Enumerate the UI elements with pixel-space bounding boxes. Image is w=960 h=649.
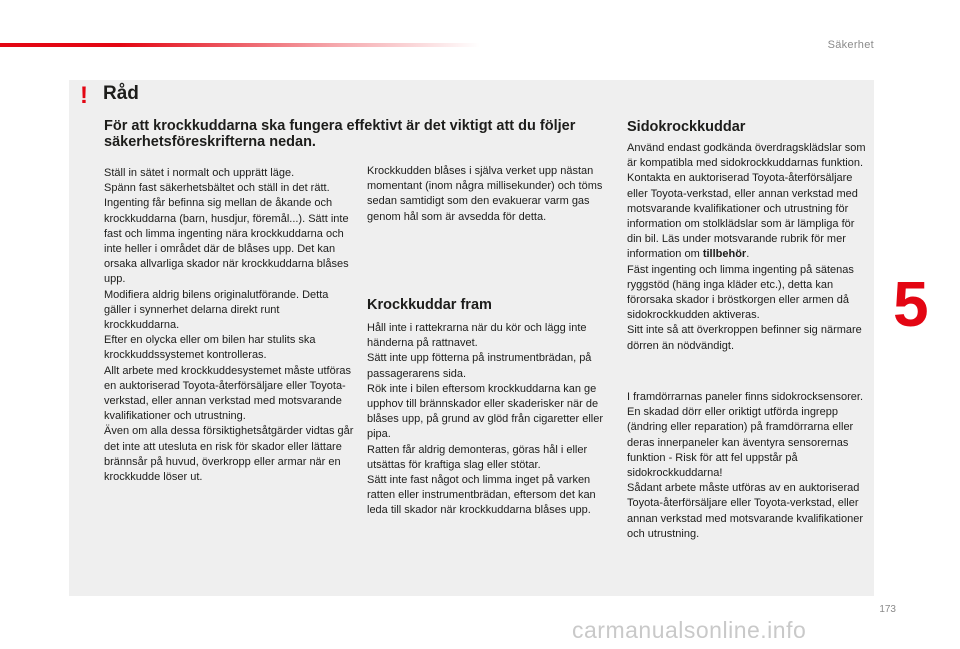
front-airbags-text xyxy=(367,321,609,519)
paragraph: Fäst ingenting och limma ingenting på sätenas ryggstöd (häng inga kläder etc.), detta kan förorsaka skador i bröstkorgen eller armen då sidokrockkudden aktiveras. xyxy=(627,263,854,322)
inflation-info xyxy=(367,164,609,225)
paragraph xyxy=(627,141,872,263)
paragraph: Sådant arbete måste utföras av en auktoriserad Toyota-återförsäljare eller Toyota-verkstad, eller annan verkstad med motsvarande kvalifikationer och utrustning. xyxy=(627,482,864,540)
intro-heading: För att krockkuddarna ska fungera effektivt är det viktigt att du följer säkerhetsföreskrifterna nedan. xyxy=(104,118,576,150)
paragraph: Sätt inte upp fötterna på instrumentbrädan, på passagerarens sida. xyxy=(367,352,592,380)
side-sensors-text xyxy=(627,390,872,542)
chapter-number: 5 xyxy=(893,268,929,340)
text-span: Använd endast godkända överdragsklädslar som är kompatibla med sidokrockkuddarnas funktion. Kontakta en auktoriserad Toyota-återförsäljare eller Toyota-verkstad, eller annan verkstad med motsvarande kvalifikationer och utrustning för information om stolklädslar som är lämpliga för din bil. Läs under motsvarande rubrik för mer information om xyxy=(627,142,866,261)
section-title: Säkerhet xyxy=(827,39,874,51)
header-accent-bar xyxy=(0,43,480,47)
advice-title: Råd xyxy=(103,83,139,104)
exclamation-icon: ! xyxy=(80,82,88,109)
paragraph: En skadad dörr eller oriktigt utförda ingrepp (ändring eller reparation) på framdörrarna eller deras innerpaneler kan äventyra sensorernas funktion - Risk för att fel uppstår på sidokrockkuddarna! xyxy=(627,406,854,480)
paragraph: Modifiera aldrig bilens originalutförande. Detta gäller i synnerhet delarna direkt runt krockkuddarna. xyxy=(104,288,329,332)
paragraph: Håll inte i rattekrarna när du kör och lägg inte händerna på rattnavet. xyxy=(367,322,587,350)
general-advice-column xyxy=(104,166,356,485)
paragraph: Även om alla dessa försiktighetsåtgärder vidtas går det inte att utesluta en risk för skador eller lättare brännsår på huvud, överkropp eller armar när en krockkudde löser ut. xyxy=(104,425,354,484)
front-airbags-heading: Krockkuddar fram xyxy=(367,297,492,313)
page-number: 173 xyxy=(879,604,896,615)
paragraph: Ställ in sätet i normalt och upprätt läge. xyxy=(104,167,295,179)
paragraph: Sätt inte fast något och limma inget på varken ratten eller instrumentbrädan, eftersom det kan leda till skador när krockkuddarna blåses upp. xyxy=(367,474,596,517)
paragraph: I framdörrarnas paneler finns sidokrocksensorer. xyxy=(627,391,863,403)
side-airbags-heading: Sidokrockkuddar xyxy=(627,119,746,135)
paragraph: Ingenting får befinna sig mellan de åkande och krockkuddarna (barn, husdjur, föremål...). Sätt inte fast och limma ingenting nära krockkuddarna och inte heller i området där de blåses upp. Det kan orsaka allvarliga skador när krockkuddarna blåses upp. xyxy=(104,197,349,286)
paragraph: Sitt inte så att överkroppen befinner sig närmare dörren än nödvändigt. xyxy=(627,324,862,352)
paragraph: Ratten får aldrig demonteras, göras hål i eller utsättas för kraftiga slag eller stötar. xyxy=(367,443,588,471)
paragraph: Rök inte i bilen eftersom krockkuddarna kan ge upphov till brännskador eller skaderisker när de blåses upp, på grund av glöd från cigaretter eller pipa. xyxy=(367,382,604,441)
side-airbags-text xyxy=(627,141,872,354)
paragraph: Krockkudden blåses i själva verket upp nästan momentant (inom några millisekunder) och töms sedan samtidigt som den evakuerar varm gas genom hål som är avsedda för detta. xyxy=(367,165,603,223)
paragraph: Efter en olycka eller om bilen har stulits ska krockkuddssystemet kontrolleras. xyxy=(104,334,316,362)
watermark: carmanualsonline.info xyxy=(572,617,807,643)
text-span: . xyxy=(746,248,750,261)
paragraph: Allt arbete med krockkuddesystemet måste utföras en auktoriserad Toyota-återförsäljare eller Toyota-verkstad, eller annan verkstad med motsvarande kvalifikationer och utrustning. xyxy=(104,364,351,423)
accessories-reference: tillbehör xyxy=(702,248,747,261)
paragraph: Spänn fast säkerhetsbältet och ställ in det rätt. xyxy=(104,182,330,195)
